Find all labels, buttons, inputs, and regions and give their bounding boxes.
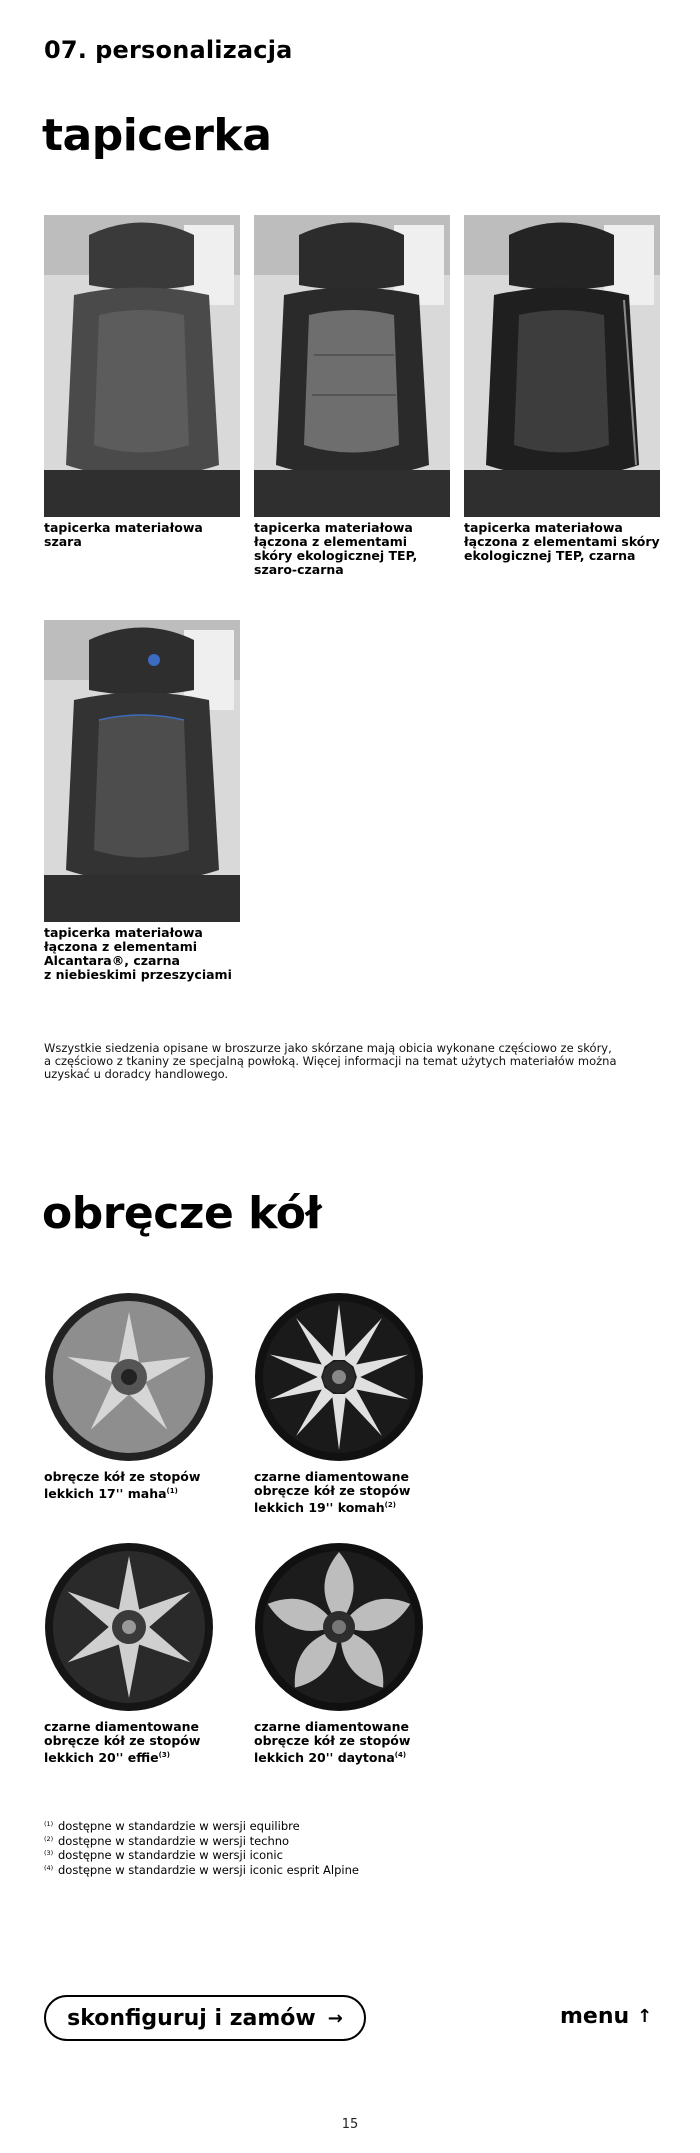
wheel-caption: czarne diamentowane obręcze kół ze stopów lekkich 20'' daytona$^{(4)}$ <box>254 1719 411 1766</box>
footnote-ref: (2) <box>384 1501 396 1509</box>
seat-fabric-alcantara-blue-stitch-image <box>44 620 240 922</box>
footnote: (4) dostępne w standardzie w wersji iconic esprit Alpine <box>44 1862 359 1877</box>
wheel-caption: obręcze kół ze stopów lekkich 17'' maha$^{(1)}$ <box>44 1469 201 1502</box>
footnote-ref: (3) <box>158 1751 170 1759</box>
seat-card <box>464 215 664 563</box>
footnote: (1) dostępne w standardzie w wersji equilibre <box>44 1819 300 1833</box>
footnote: (3) dostępne w standardzie w wersji iconic <box>44 1848 283 1862</box>
seat-fabric-tep-black-image <box>464 215 660 517</box>
materials-disclaimer: Wszystkie siedzenia opisane w broszurze jako skórzane mają obicia wykonane częściowo ze skóry, a częściowo z tkaniny ze specjalną powłoką. Więcej informacji na temat użytych materiałów można uzyskać u doradcy handlowego. <box>44 1041 617 1081</box>
seat-caption: tapicerka materiałowa łączona z elementami skóry ekologicznej TEP, szaro-czarna <box>254 520 418 577</box>
wheel-card <box>254 1542 464 1765</box>
wheel-caption: czarne diamentowane obręcze kół ze stopów lekkich 19'' komah$^{(2)}$ <box>254 1469 411 1516</box>
seat-caption: tapicerka materiałowa łączona z elementami Alcantara®, czarna z niebieskimi przeszyciami <box>44 925 232 982</box>
seat-card <box>254 215 454 577</box>
seat-caption: tapicerka materiałowa łączona z elementami skóry ekologicznej TEP, czarna <box>464 520 660 563</box>
page-number: 15 <box>341 2117 359 2132</box>
wheel-maha-image <box>44 1292 214 1462</box>
seat-card <box>44 215 244 549</box>
cta-label: skonfiguruj i zamów <box>67 2005 316 2031</box>
menu-link[interactable] <box>560 2004 652 2029</box>
footnote-ref: (4) <box>394 1751 407 1759</box>
seat-fabric-grey-image <box>44 215 240 517</box>
wheel-card <box>254 1292 464 1515</box>
footnote: (2) dostępne w standardzie w wersji techno <box>44 1833 290 1848</box>
section-title <box>44 36 293 64</box>
arrow-right-icon: → <box>327 2007 343 2029</box>
seat-caption: tapicerka materiałowa szara <box>44 520 203 549</box>
wheel-card <box>44 1542 254 1765</box>
wheel-caption: czarne diamentowane obręcze kół ze stopów lekkich 20'' effie$^{(3)}$ <box>44 1719 201 1766</box>
upholstery-heading: tapicerka <box>42 110 272 161</box>
menu-label: menu <box>560 2004 630 2029</box>
footnote-ref: (1) <box>166 1487 178 1495</box>
wheel-komah-image <box>254 1292 424 1462</box>
footnotes <box>44 1820 359 1878</box>
seat-fabric-tep-grey-black-image <box>254 215 450 517</box>
configure-and-order-button[interactable] <box>44 1995 366 2041</box>
wheel-effie-image <box>44 1542 214 1712</box>
wheel-daytona-image <box>254 1542 424 1712</box>
arrow-up-icon: ↑ <box>637 2006 653 2027</box>
section-name: personalizacja <box>95 36 293 64</box>
section-number: 07. <box>44 36 88 64</box>
wheel-card <box>44 1292 254 1501</box>
wheels-heading: obręcze kół <box>42 1188 322 1239</box>
seat-card <box>44 620 244 982</box>
